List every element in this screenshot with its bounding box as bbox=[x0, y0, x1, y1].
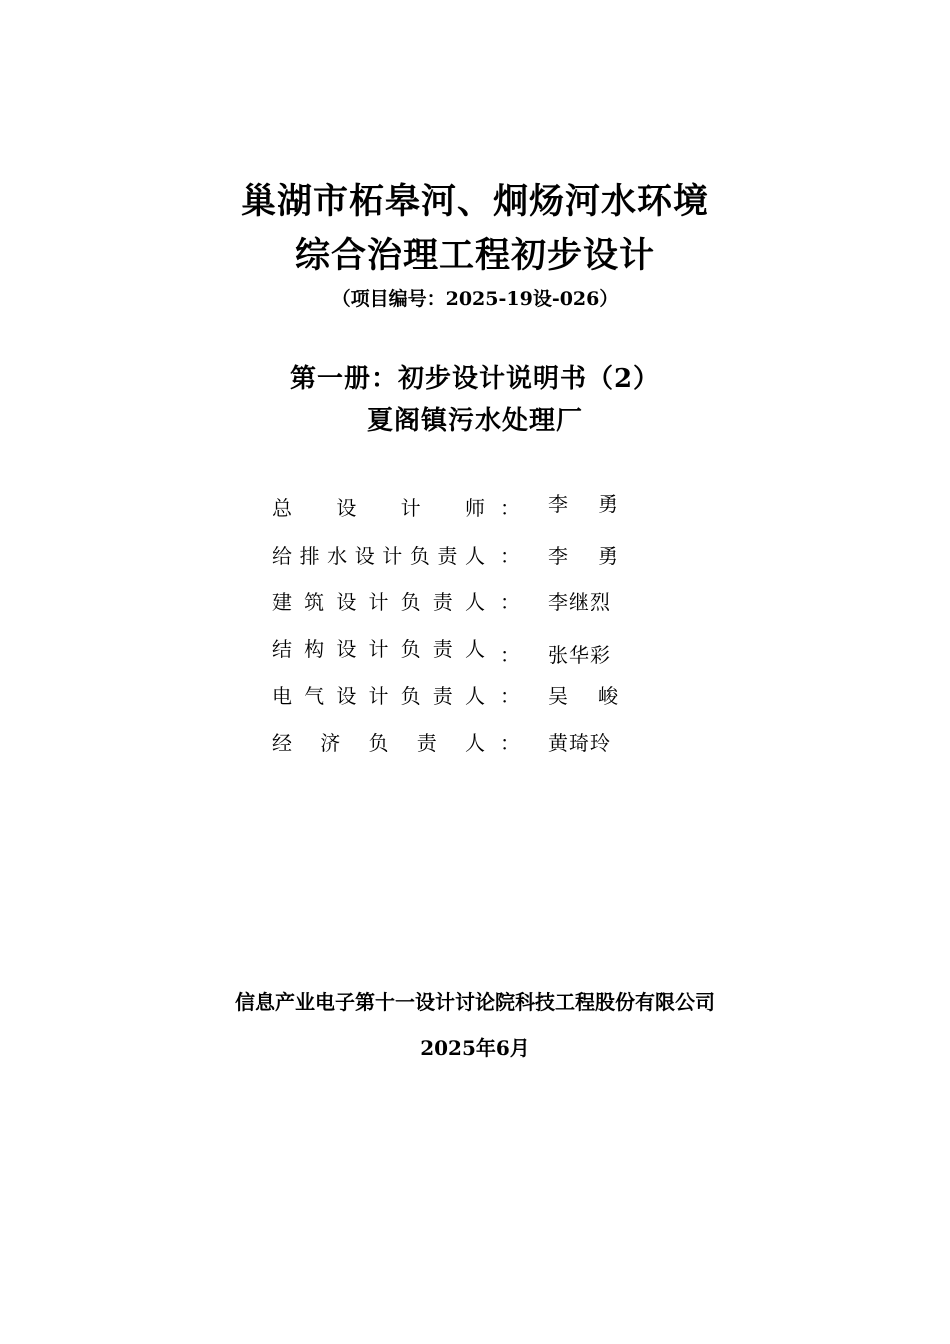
role-colon: ： bbox=[500, 544, 520, 568]
role-label-electrical bbox=[272, 680, 485, 709]
role-char: 计 bbox=[368, 637, 389, 661]
role-name-structure: 张华彩 bbox=[548, 643, 611, 667]
volume-subtitle: 夏阁镇污水处理厂 bbox=[366, 406, 583, 436]
role-char: 责 bbox=[432, 637, 453, 661]
role-char: 计 bbox=[368, 684, 389, 708]
role-label-chief-designer bbox=[272, 492, 485, 521]
role-char: 峻 bbox=[598, 684, 618, 708]
role-char: 筑 bbox=[304, 590, 325, 614]
role-name-architecture: 李继烈 bbox=[548, 590, 611, 614]
role-char: 负 bbox=[400, 684, 421, 708]
role-char: 负 bbox=[368, 731, 389, 755]
role-char: 给 bbox=[272, 544, 292, 568]
role-colon: ： bbox=[500, 590, 520, 614]
role-char: 勇 bbox=[598, 492, 618, 516]
role-char: 人 bbox=[464, 544, 485, 568]
role-char: 责 bbox=[432, 590, 453, 614]
role-char: 责 bbox=[432, 684, 453, 708]
role-char: 吴 bbox=[548, 684, 568, 708]
role-name-chief-designer bbox=[548, 488, 618, 517]
role-char: 李 bbox=[548, 544, 568, 568]
role-colon: ： bbox=[500, 684, 520, 708]
role-char: 计 bbox=[368, 590, 389, 614]
role-char: 勇 bbox=[598, 544, 618, 568]
role-label-economics bbox=[272, 727, 485, 756]
role-char: 负 bbox=[409, 544, 430, 568]
role-char: 经 bbox=[272, 731, 292, 755]
role-char: 责 bbox=[416, 731, 437, 755]
issue-date: 2025年6月 bbox=[420, 1036, 530, 1060]
role-char: 设 bbox=[354, 544, 375, 568]
role-name-economics: 黄琦玲 bbox=[548, 731, 611, 755]
document-title-line-1: 巢湖市柘皋河、炯炀河水环境 bbox=[240, 181, 709, 222]
role-char: 总 bbox=[272, 496, 292, 520]
role-char: 人 bbox=[464, 590, 485, 614]
role-char: 电 bbox=[272, 684, 292, 708]
role-name-water-supply bbox=[548, 540, 618, 569]
role-colon: ： bbox=[500, 731, 520, 755]
role-char: 排 bbox=[299, 544, 320, 568]
role-char: 设 bbox=[336, 590, 357, 614]
role-label-structure bbox=[272, 633, 485, 662]
role-char: 人 bbox=[464, 684, 485, 708]
role-colon: ： bbox=[500, 496, 520, 520]
role-char: 济 bbox=[320, 731, 341, 755]
role-label-architecture bbox=[272, 586, 485, 615]
role-char: 负 bbox=[400, 637, 421, 661]
document-title-line-2: 综合治理工程初步设计 bbox=[294, 235, 655, 276]
role-char: 师 bbox=[464, 496, 485, 520]
project-number: （项目编号：2025-19设-026） bbox=[331, 288, 619, 310]
role-char: 人 bbox=[464, 637, 485, 661]
role-char: 建 bbox=[272, 590, 292, 614]
role-char: 水 bbox=[327, 544, 348, 568]
role-char: 负 bbox=[400, 590, 421, 614]
role-char: 设 bbox=[336, 684, 357, 708]
role-char: 结 bbox=[272, 637, 292, 661]
role-char: 构 bbox=[304, 637, 325, 661]
role-char: 设 bbox=[336, 637, 357, 661]
role-colon: ： bbox=[500, 643, 520, 667]
role-label-water-supply bbox=[272, 540, 485, 569]
role-char: 责 bbox=[437, 544, 458, 568]
role-name-electrical bbox=[548, 680, 618, 709]
role-char: 人 bbox=[465, 731, 485, 755]
role-char: 气 bbox=[304, 684, 325, 708]
role-char: 计 bbox=[382, 544, 403, 568]
role-char: 设 bbox=[336, 496, 357, 520]
role-char: 李 bbox=[548, 492, 568, 516]
role-char: 计 bbox=[400, 496, 421, 520]
volume-title: 第一册：初步设计说明书（2） bbox=[289, 364, 661, 394]
company-name: 信息产业电子第十一设计讨论院科技工程股份有限公司 bbox=[235, 990, 715, 1014]
